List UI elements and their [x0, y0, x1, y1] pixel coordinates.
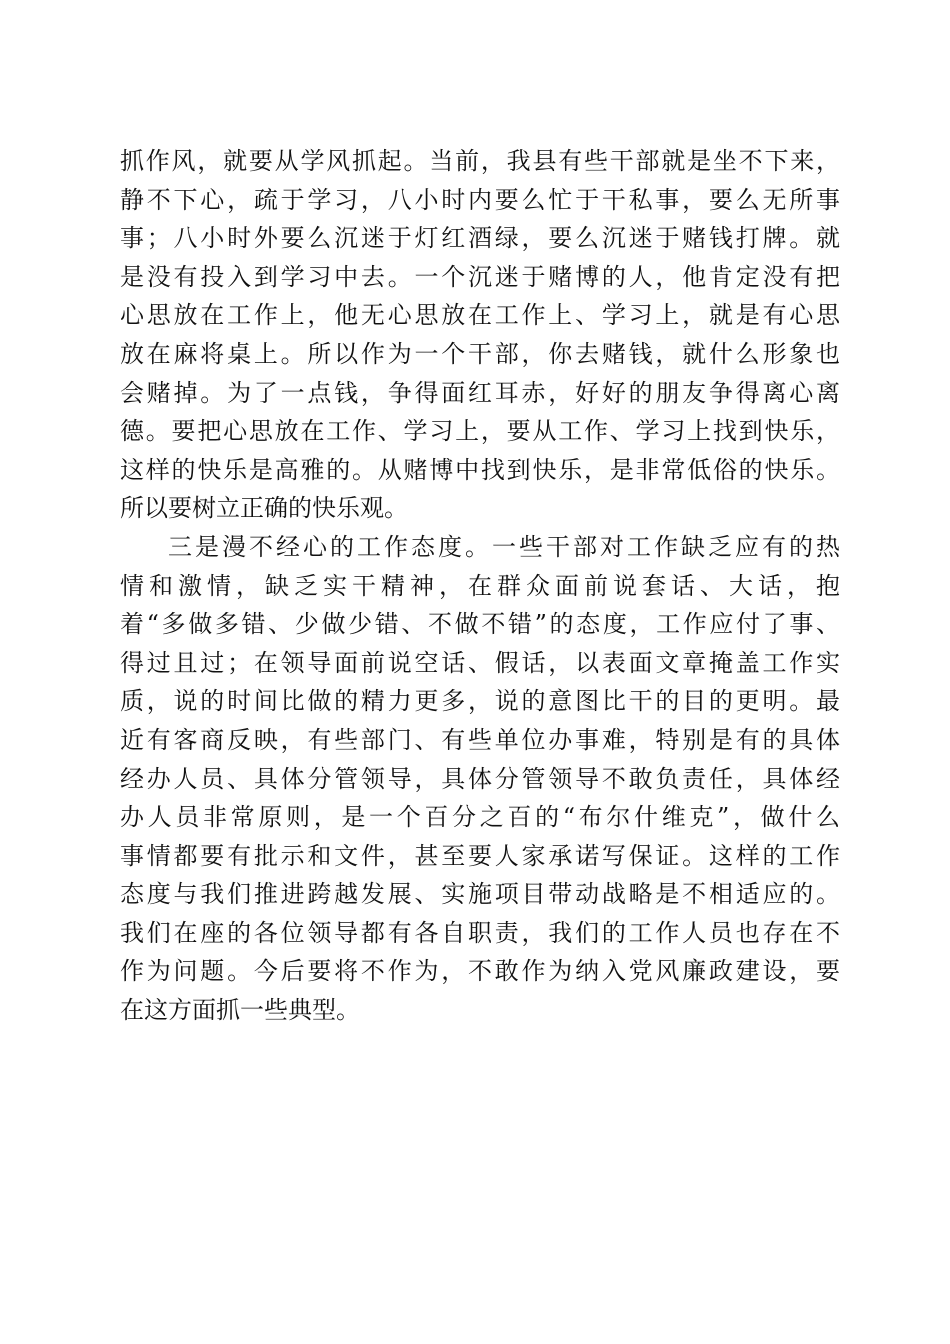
text-line: 态度与我们推进跨越发展、实施项目带动战略是不相适应的。 — [120, 880, 840, 909]
text-line: 作为问题。今后要将不作为，不敢作为纳入党风廉政建设，要 — [120, 957, 840, 986]
text-line: 放在麻将桌上。所以作为一个干部，你去赌钱，就什么形象也 — [120, 339, 840, 368]
text-line: 会赌掉。为了一点钱，争得面红耳赤，好好的朋友争得离心离 — [120, 378, 840, 407]
paragraph-1 — [120, 142, 840, 528]
text-line: 质，说的时间比做的精力更多，说的意图比干的目的更明。最 — [120, 687, 840, 716]
text-line: 着“多做多错、少做少错、不做不错”的态度，工作应付了事、 — [120, 610, 840, 639]
text-line: 经办人员、具体分管领导，具体分管领导不敢负责任，具体经 — [120, 764, 840, 793]
text-line: 静不下心，疏于学习，八小时内要么忙于干私事，要么无所事 — [120, 185, 840, 214]
text-line: 我们在座的各位领导都有各自职责，我们的工作人员也存在不 — [120, 918, 840, 947]
text-line: 在这方面抓一些典型。 — [120, 996, 360, 1025]
text-line: 这样的快乐是高雅的。从赌博中找到快乐，是非常低俗的快乐。 — [120, 455, 840, 484]
text-line: 办人员非常原则，是一个百分之百的“布尔什维克”，做什么 — [120, 803, 840, 832]
text-line: 心思放在工作上，他无心思放在工作上、学习上，就是有心思 — [120, 301, 840, 330]
text-line: 所以要树立正确的快乐观。 — [120, 494, 408, 523]
text-line: 事；八小时外要么沉迷于灯红酒绿，要么沉迷于赌钱打牌。就 — [120, 224, 840, 253]
text-line: 得过且过；在领导面前说空话、假话，以表面文章掩盖工作实 — [120, 648, 840, 677]
document-body — [120, 142, 840, 1030]
text-line: 三是漫不经心的工作态度。一些干部对工作缺乏应有的热 — [168, 532, 840, 561]
text-line: 近有客商反映，有些部门、有些单位办事难，特别是有的具体 — [120, 725, 840, 754]
text-line: 德。要把心思放在工作、学习上，要从工作、学习上找到快乐， — [120, 417, 840, 446]
text-line: 事情都要有批示和文件，甚至要人家承诺写保证。这样的工作 — [120, 841, 840, 870]
paragraph-2 — [120, 528, 840, 1030]
text-line: 是没有投入到学习中去。一个沉迷于赌博的人，他肯定没有把 — [120, 262, 840, 291]
text-line: 抓作风，就要从学风抓起。当前，我县有些干部就是坐不下来， — [120, 147, 840, 175]
text-line: 情和激情，缺乏实干精神，在群众面前说套话、大话，抱 — [120, 571, 840, 600]
